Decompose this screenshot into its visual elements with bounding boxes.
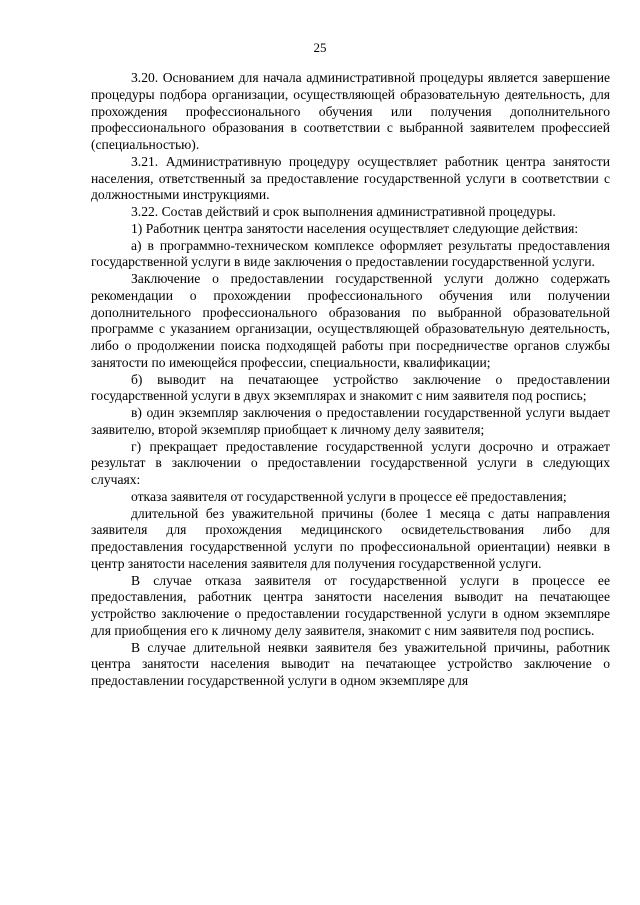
paragraph-item-g: г) прекращает предоставление государственной услуги досрочно и отражает результат в заключении о предоставлении государственной услуги в следующих случаях: bbox=[91, 438, 610, 487]
paragraph-conclusion-content: Заключение о предоставлении государственной услуги должно содержать рекомендации о прохождении профессионального обучения или получении дополнительного профессионального образования по выбранной образовательной программе с указанием организации, осуществляющей образовательную деятельность, либо о продолжении поиска подходящей работы при посредничестве органов службы занятости по имеющейся профессии, специальности, квалификации; bbox=[91, 271, 610, 370]
page-number: 25 bbox=[313, 40, 327, 55]
paragraph-3-22: 3.22. Состав действий и срок выполнения административной процедуры. bbox=[131, 204, 556, 219]
paragraph-case-absence: длительной без уважительной причины (более 1 месяца с даты направления заявителя для прохождения медицинского освидетельствования либо для предоставления государственной услуги по профессиональной ориентации) неявки в центр занятости населения заявителя для получения государственной услуги. bbox=[91, 505, 610, 571]
paragraph-3-21: 3.21. Административную процедуру осуществляет работник центра занятости населения, ответственный за предоставление государственной услуги в соответствии с должностными инструкциями. bbox=[91, 153, 610, 203]
paragraph-item-a: а) в программно-техническом комплексе оформляет результаты предоставления государственной услуги в виде заключения о предоставлении государственной услуги. bbox=[91, 237, 610, 270]
document-body bbox=[91, 70, 610, 690]
paragraph-case-refusal: отказа заявителя от государственной услуги в процессе её предоставления; bbox=[131, 488, 567, 504]
paragraph-item-1: 1) Работник центра занятости населения осуществляет следующие действия: bbox=[131, 220, 579, 236]
paragraph-refusal-procedure: В случае отказа заявителя от государственной услуги в процессе ее предоставления, работник центра занятости населения выводит на печатающее устройство заключение о предоставлении государственной услуги в одном экземпляре для приобщения его к личному делу заявителя, знакомит с ним заявителя под роспись. bbox=[91, 572, 610, 638]
paragraph-3-20: 3.20. Основанием для начала административной процедуры является завершение процедуры подбора организации, осуществляющей образовательную деятельность, для прохождения профессионального обучения или получения дополнительного профессионального образования в соответствии с выбранной заявителем профессией (специальностью). bbox=[91, 70, 610, 152]
paragraph-item-v: в) один экземпляр заключения о предоставлении государственной услуги выдает заявителю, второй экземпляр приобщает к личному делу заявителя; bbox=[91, 405, 610, 437]
paragraph-absence-procedure: В случае длительной неявки заявителя без уважительной причины, работник центра занятости населения выводит на печатающее устройство заключение о предоставлении государственной услуги в одном экземпляре для bbox=[91, 639, 610, 688]
paragraph-item-b: б) выводит на печатающее устройство заключение о предоставлении государственной услуги в двух экземплярах и знакомит с ним заявителя под роспись; bbox=[91, 371, 610, 404]
